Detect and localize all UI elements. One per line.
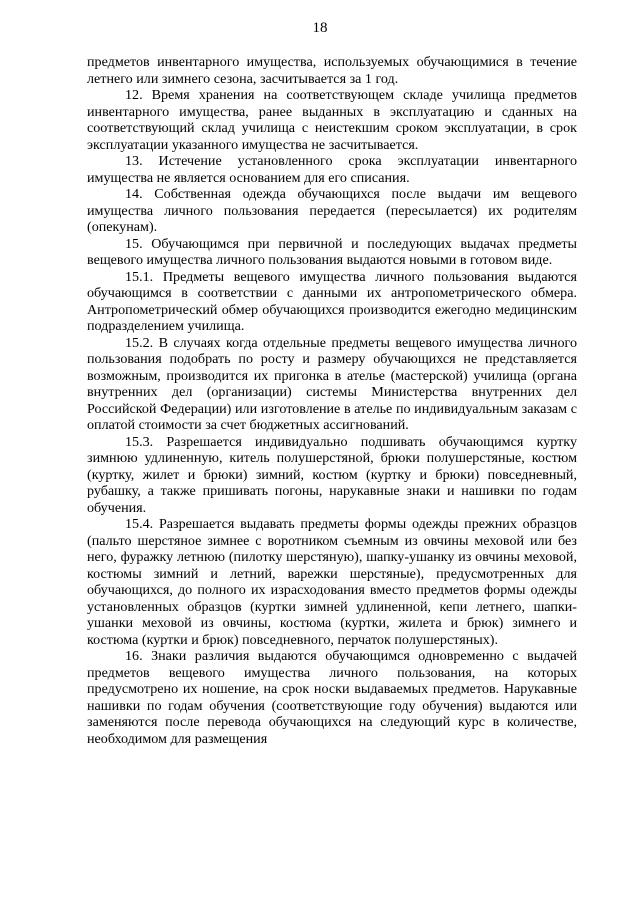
paragraph-15-3: 15.3. Разрешается индивидуально подшивать обучающимся куртку зимнюю удлиненную, китель полушерстяной, брюки полушерстяные, костюм (куртку, жилет и брюки) зимний, костюм (куртку и брюки) повседневный, рубашку, а также пришивать погоны, нарукавные знаки и нашивки по годам обучения. xyxy=(87,433,577,516)
paragraph-15-2: 15.2. В случаях когда отдельные предметы вещевого имущества личного пользования подобрать по росту и размеру обучающихся не представляется возможным, производится их пригонка в ателье (мастерской) училища (органа внутренних дел (организации) системы Министерства внутренних дел Российской Федерации) или изготовление в ателье по индивидуальным заказам с оплатой стоимости за счет бюджетных ассигнований. xyxy=(87,334,577,433)
paragraph-continuation: предметов инвентарного имущества, используемых обучающимися в течение летнего или зимнего сезона, засчитывается за 1 год. xyxy=(87,54,577,87)
paragraph-14: 14. Собственная одежда обучающихся после выдачи им вещевого имущества личного пользования передается (пересылается) их родителям (опекунам). xyxy=(87,186,577,235)
paragraph-15: 15. Обучающимся при первичной и последующих выдачах предметы вещевого имущества личного пользования выдаются новыми в готовом виде. xyxy=(87,235,577,268)
paragraph-16: 16. Знаки различия выдаются обучающимся одновременно с выдачей предметов вещевого имущества личного пользования, на которых предусмотрено их ношение, на срок носки выдаваемых предметов. Нарукавные нашивки по годам обучения (соответствующие году обучения) выдаются или заменяются после перевода обучающихся на следующий курс в количестве, необходимом для размещения xyxy=(87,648,577,747)
body-text xyxy=(87,54,577,747)
paragraph-12: 12. Время хранения на соответствующем складе училища предметов инвентарного имущества, ранее выданных в эксплуатацию и сданных на соответствующий склад училища с неистекшим сроком эксплуатации, в срок эксплуатации указанного имущества не засчитывается. xyxy=(87,87,577,153)
paragraph-15-4: 15.4. Разрешается выдавать предметы формы одежды прежних образцов (пальто шерстяное зимнее с воротником съемным из овчины меховой или без него, фуражку летнюю (пилотку шерстяную), шапку-ушанку из овчины меховой, костюмы зимний и летний, варежки шерстяные), предусмотренных для обучающихся, до полного их израсходования вместо предметов формы одежды установленных образцов (куртки зимней удлиненной, кепи летнего, шапки-ушанки меховой из овчины, костюма (куртки, жилета и брюк) зимнего и костюма (куртки и брюк) повседневного, перчаток полушерстяных). xyxy=(87,516,577,648)
paragraph-15-1: 15.1. Предметы вещевого имущества личного пользования выдаются обучающимся в соответствии с данными их антропометрического обмера. Антропометрический обмер обучающихся производится ежегодно медицинским подразделением училища. xyxy=(87,268,577,334)
page-number: 18 xyxy=(312,20,328,36)
paragraph-13: 13. Истечение установленного срока эксплуатации инвентарного имущества не является основанием для его списания. xyxy=(87,153,577,186)
